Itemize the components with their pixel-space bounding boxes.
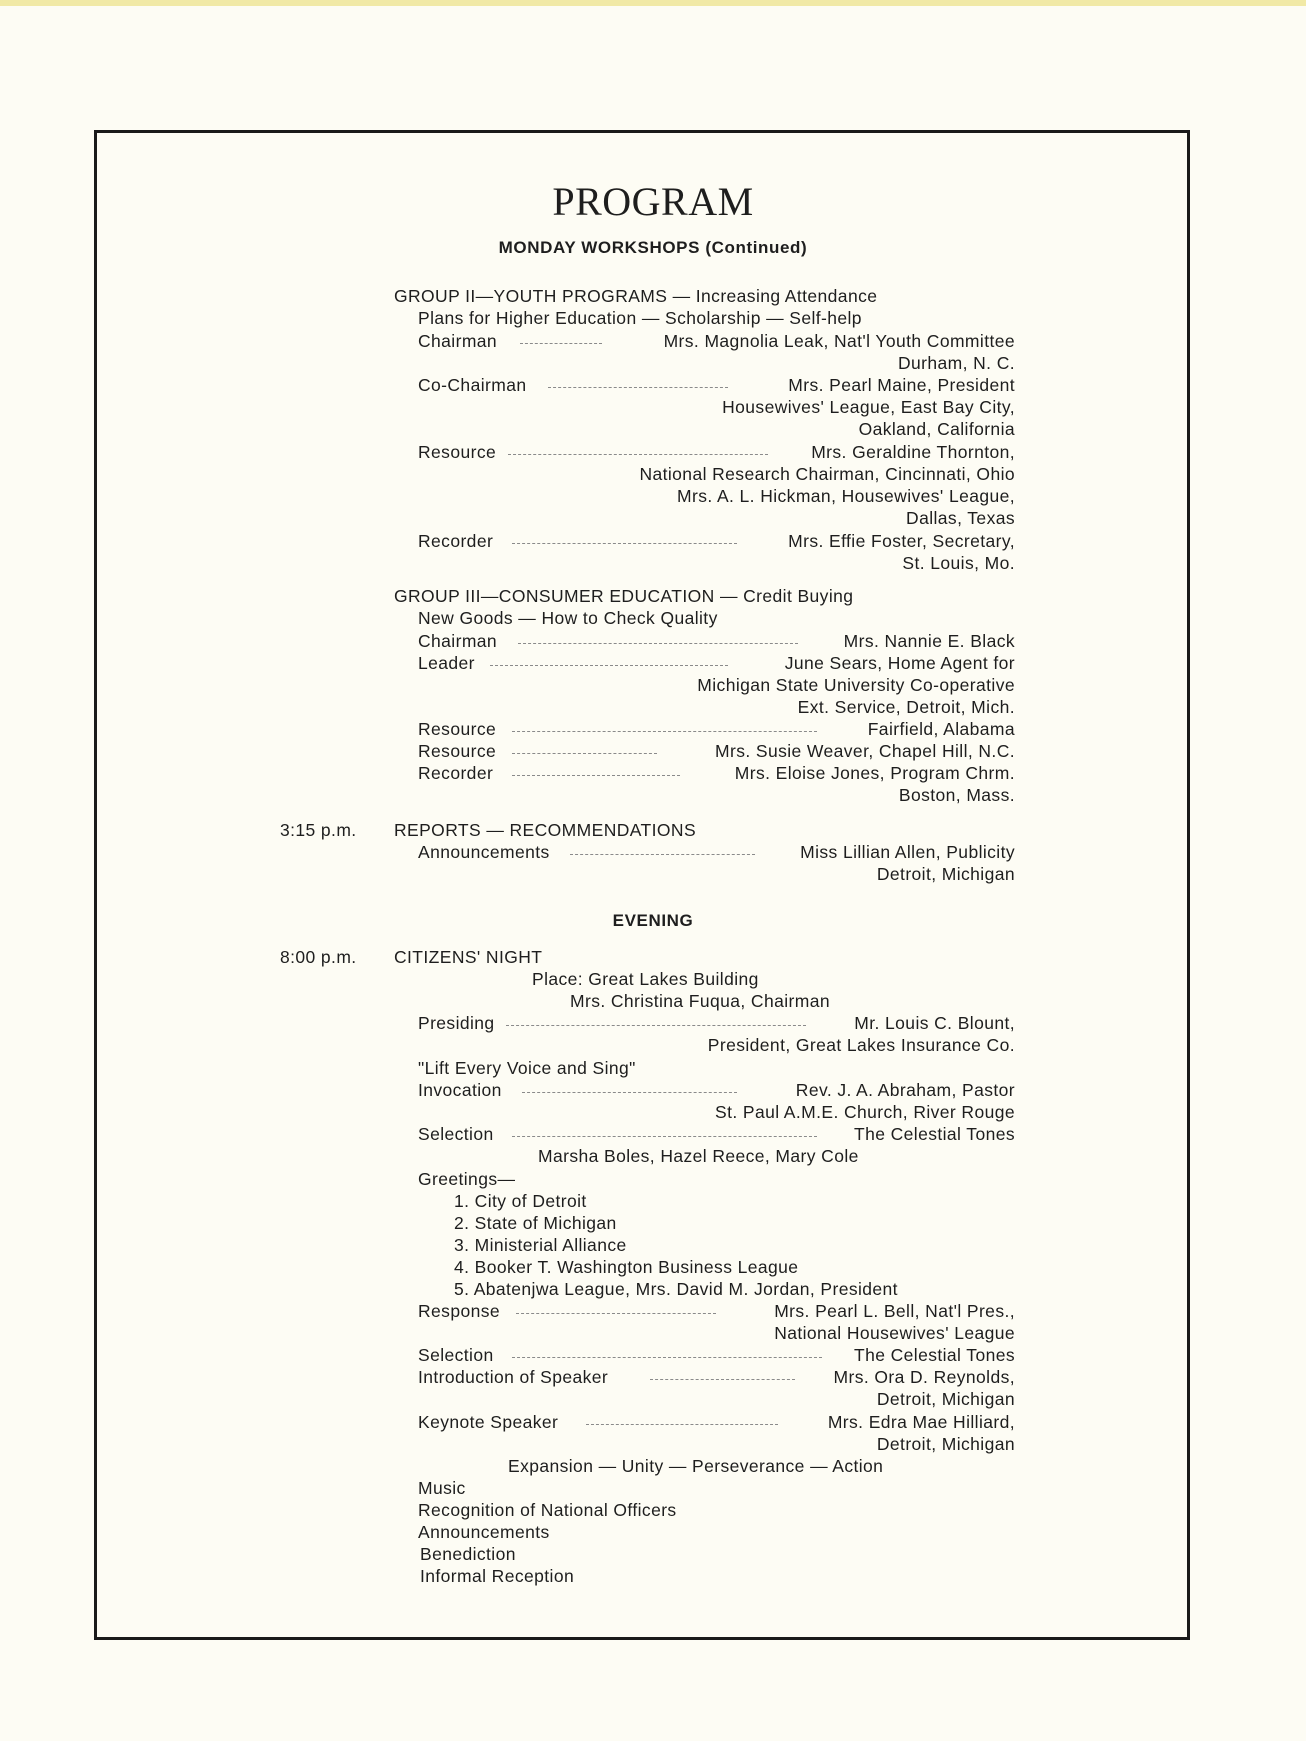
group3-recorder-cont: Boston, Mass.: [898, 785, 1015, 805]
presiding-label: Presiding: [418, 1013, 495, 1033]
closing-item: Recognition of National Officers: [418, 1500, 677, 1520]
intro-cont: Detroit, Michigan: [876, 1389, 1015, 1409]
greeting-item: 4. Booker T. Washington Business League: [454, 1257, 799, 1277]
evening-chair: Mrs. Christina Fuqua, Chairman: [570, 991, 830, 1011]
invocation-cont: St. Paul A.M.E. Church, River Rouge: [715, 1102, 1015, 1122]
intro-label: Introduction of Speaker: [418, 1367, 609, 1387]
group3-leader-label: Leader: [418, 653, 475, 673]
greeting-item: 2. State of Michigan: [454, 1213, 617, 1233]
keynote-value: Mrs. Edra Mae Hilliard,: [827, 1412, 1015, 1432]
closing-item: Informal Reception: [420, 1566, 575, 1586]
greetings-label: Greetings—: [418, 1169, 516, 1189]
selection2-label: Selection: [418, 1345, 494, 1365]
evening-time: 8:00 p.m.: [280, 947, 357, 967]
group3-leader-cont1: Michigan State University Co-operative: [697, 675, 1015, 695]
greeting-item: 1. City of Detroit: [454, 1191, 587, 1211]
response-value: Mrs. Pearl L. Bell, Nat'l Pres.,: [774, 1301, 1015, 1321]
invocation-label: Invocation: [418, 1080, 502, 1100]
group2-resource-cont1: National Research Chairman, Cincinnati, Ohio: [639, 464, 1015, 484]
song-title: "Lift Every Voice and Sing": [418, 1058, 636, 1078]
keynote-cont: Detroit, Michigan: [876, 1434, 1015, 1454]
evening-heading: EVENING: [612, 911, 694, 930]
group2-resource-cont2: Mrs. A. L. Hickman, Housewives' League,: [677, 486, 1015, 506]
leader-dots: [520, 343, 602, 344]
selection1-value: The Celestial Tones: [854, 1124, 1015, 1144]
group2-chairman-label: Chairman: [418, 331, 498, 351]
reports-announce-label: Announcements: [418, 842, 550, 862]
group3-leader-value: June Sears, Home Agent for: [784, 653, 1015, 673]
presiding-cont: President, Great Lakes Insurance Co.: [707, 1035, 1015, 1055]
group2-subheading: Plans for Higher Education — Scholarship — Self-help: [418, 308, 862, 328]
group3-resource2-label: Resource: [418, 741, 497, 761]
selection2-value: The Celestial Tones: [854, 1345, 1015, 1365]
keynote-label: Keynote Speaker: [418, 1412, 559, 1432]
evening-event: CITIZENS' NIGHT: [394, 947, 543, 967]
section-subtitle: MONDAY WORKSHOPS (Continued): [498, 238, 808, 257]
group3-subheading: New Goods — How to Check Quality: [418, 608, 718, 628]
group3-resource1-label: Resource: [418, 719, 497, 739]
closing-item: Announcements: [418, 1522, 550, 1542]
group2-resource-value: Mrs. Geraldine Thornton,: [811, 442, 1015, 462]
evening-place: Place: Great Lakes Building: [532, 969, 759, 989]
group2-chairman-cont: Durham, N. C.: [897, 353, 1015, 373]
greeting-item: 3. Ministerial Alliance: [454, 1235, 627, 1255]
group3-heading: GROUP III—CONSUMER EDUCATION — Credit Buying: [394, 586, 854, 606]
group2-cochair-value: Mrs. Pearl Maine, President: [788, 375, 1015, 395]
group2-recorder-label: Recorder: [418, 531, 494, 551]
group3-chairman-label: Chairman: [418, 631, 498, 651]
group2-chairman-value: Mrs. Magnolia Leak, Nat'l Youth Committee: [663, 331, 1015, 351]
group3-leader-cont2: Ext. Service, Detroit, Mich.: [797, 697, 1015, 717]
group3-resource1-value: Fairfield, Alabama: [867, 719, 1015, 739]
presiding-value: Mr. Louis C. Blount,: [854, 1013, 1015, 1033]
invocation-value: Rev. J. A. Abraham, Pastor: [795, 1080, 1015, 1100]
reports-announce-cont: Detroit, Michigan: [876, 864, 1015, 884]
theme-line: Expansion — Unity — Perseverance — Action: [508, 1456, 884, 1476]
response-label: Response: [418, 1301, 501, 1321]
closing-item: Benediction: [420, 1544, 516, 1564]
group3-chairman-value: Mrs. Nannie E. Black: [843, 631, 1015, 651]
response-cont: National Housewives' League: [774, 1323, 1015, 1343]
group2-cochair-label: Co-Chairman: [418, 375, 527, 395]
reports-announce-value: Miss Lillian Allen, Publicity: [800, 842, 1015, 862]
group2-recorder-cont: St. Louis, Mo.: [902, 553, 1015, 573]
group3-recorder-value: Mrs. Eloise Jones, Program Chrm.: [734, 763, 1015, 783]
page-title: PROGRAM: [552, 179, 754, 224]
intro-value: Mrs. Ora D. Reynolds,: [833, 1367, 1015, 1387]
reports-time: 3:15 p.m.: [280, 820, 357, 840]
selection1-label: Selection: [418, 1124, 494, 1144]
group2-resource-label: Resource: [418, 442, 497, 462]
greeting-item: 5. Abatenjwa League, Mrs. David M. Jordan, President: [454, 1279, 898, 1299]
closing-item: Music: [418, 1478, 466, 1498]
selection1-cont: Marsha Boles, Hazel Reece, Mary Cole: [538, 1146, 859, 1166]
group2-cochair-cont1: Housewives' League, East Bay City,: [722, 397, 1015, 417]
reports-heading: REPORTS — RECOMMENDATIONS: [394, 820, 697, 840]
group2-resource-cont3: Dallas, Texas: [906, 508, 1015, 528]
group3-recorder-label: Recorder: [418, 763, 494, 783]
group3-resource2-value: Mrs. Susie Weaver, Chapel Hill, N.C.: [715, 741, 1015, 761]
group2-recorder-value: Mrs. Effie Foster, Secretary,: [788, 531, 1015, 551]
page-top-edge: [0, 0, 1306, 6]
group2-cochair-cont2: Oakland, California: [858, 419, 1015, 439]
group2-heading: GROUP II—YOUTH PROGRAMS — Increasing Attendance: [394, 286, 878, 306]
